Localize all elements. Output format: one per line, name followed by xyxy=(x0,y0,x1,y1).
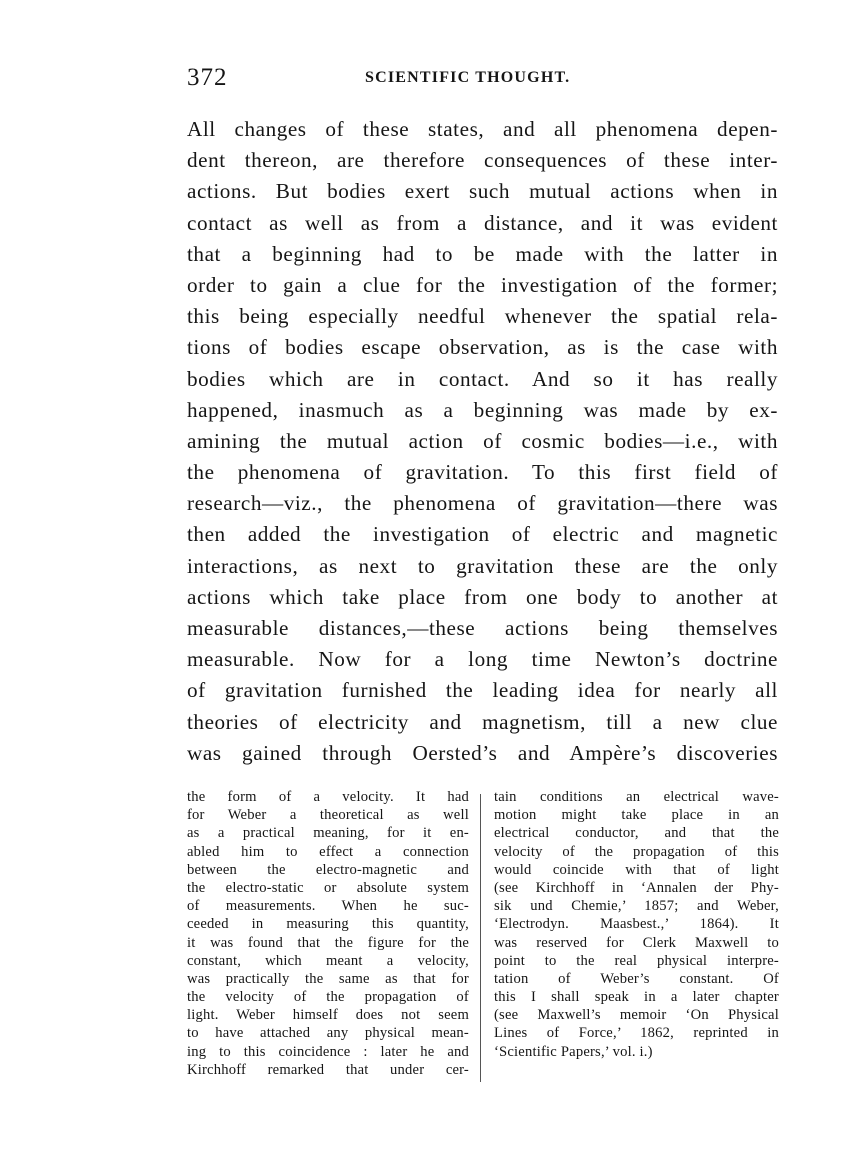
footnote-line: Kirchhoff remarked that under cer- xyxy=(187,1061,469,1078)
column-divider xyxy=(480,794,481,1082)
footnote-line: was practically the same as that for xyxy=(187,970,469,987)
main-text-block xyxy=(187,114,778,769)
text-line: actions which take place from one body to another at xyxy=(187,584,778,609)
text-line: the phenomena of gravitation. To this first field of xyxy=(187,460,778,485)
text-line: actions. But bodies exert such mutual actions when in xyxy=(187,179,778,204)
text-line: research—viz., the phenomena of gravitation—there was xyxy=(187,491,778,516)
text-line: bodies which are in contact. And so it has really xyxy=(187,366,778,391)
footnote-line: between the electro-magnetic and xyxy=(187,861,469,878)
footnote-left-column xyxy=(187,788,469,1079)
text-line: was gained through Oersted’s and Ampère’s discoveries xyxy=(187,740,778,765)
text-line: contact as well as from a distance, and it was evident xyxy=(187,210,778,235)
footnote-line: the form of a velocity. It had xyxy=(187,789,469,805)
footnote-line: sik und Chemie,’ 1857; and Weber, xyxy=(494,898,779,915)
page-header xyxy=(187,64,778,92)
text-line: theories of electricity and magnetism, till a new clue xyxy=(187,709,778,734)
footnote-line: as a practical meaning, for it en- xyxy=(187,825,469,842)
footnote-line: ceeded in measuring this quantity, xyxy=(187,916,469,933)
footnote-line: ing to this coincidence : later he and xyxy=(187,1043,469,1060)
text-line: measurable. Now for a long time Newton’s doctrine xyxy=(187,647,778,672)
text-line: of gravitation furnished the leading idea for nearly all xyxy=(187,678,778,703)
text-line: measurable distances,—these actions being themselves xyxy=(187,616,778,640)
footnote-line: the velocity of the propagation of xyxy=(187,989,469,1006)
footnote-line: it was found that the figure for the xyxy=(187,934,469,951)
footnote-right-column xyxy=(494,788,779,1061)
text-line: All changes of these states, and all phenomena depen- xyxy=(187,117,778,141)
running-title: SCIENTIFIC THOUGHT. xyxy=(365,69,571,86)
footnote-line: point to the real physical interpre- xyxy=(494,952,779,969)
footnote-line: the electro-static or absolute system xyxy=(187,879,469,896)
footnote-line: (see Maxwell’s memoir ‘On Physical xyxy=(494,1007,779,1024)
footnote-line: constant, which meant a velocity, xyxy=(187,952,469,969)
footnote-line: to have attached any physical mean- xyxy=(187,1025,469,1042)
footnote-line: for Weber a theoretical as well xyxy=(187,807,469,824)
footnote-line: this I shall speak in a later chapter xyxy=(494,989,779,1006)
footnote-line: tation of Weber’s constant. Of xyxy=(494,970,779,987)
text-line: amining the mutual action of cosmic bodies—i.e., with xyxy=(187,428,778,453)
footnote-line: abled him to effect a connection xyxy=(187,843,469,860)
footnote-line: tain conditions an electrical wave- xyxy=(494,789,779,805)
footnote-line: motion might take place in an xyxy=(494,807,779,824)
footnote-line: light. Weber himself does not seem xyxy=(187,1007,469,1024)
footnote-line: Lines of Force,’ 1862, reprinted in xyxy=(494,1025,779,1042)
footnote-line: of measurements. When he suc- xyxy=(187,898,469,915)
footnote-line: electrical conductor, and that the xyxy=(494,825,779,842)
text-line: this being especially needful whenever the spatial rela- xyxy=(187,304,778,329)
footnote-line: (see Kirchhoff in ‘Annalen der Phy- xyxy=(494,879,779,896)
footnote-line: ‘Scientific Papers,’ vol. i.) xyxy=(494,1043,653,1060)
text-line: then added the investigation of electric and magnetic xyxy=(187,522,778,547)
text-line: that a beginning had to be made with the latter in xyxy=(187,241,778,266)
footnote-area xyxy=(187,788,781,1088)
footnote-line: would coincide with that of light xyxy=(494,861,779,878)
text-line: order to gain a clue for the investigation of the former; xyxy=(187,272,778,297)
footnote-line: ‘Electrodyn. Maasbest.,’ 1864). It xyxy=(494,916,779,933)
text-line: happened, inasmuch as a beginning was made by ex- xyxy=(187,397,778,422)
text-line: dent thereon, are therefore consequences of these inter- xyxy=(187,148,778,173)
text-line: interactions, as next to gravitation these are the only xyxy=(187,553,778,578)
footnote-line: velocity of the propagation of this xyxy=(494,843,779,860)
footnote-line: was reserved for Clerk Maxwell to xyxy=(494,934,779,951)
page-number: 372 xyxy=(187,64,228,91)
text-line: tions of bodies escape observation, as is the case with xyxy=(187,335,778,360)
